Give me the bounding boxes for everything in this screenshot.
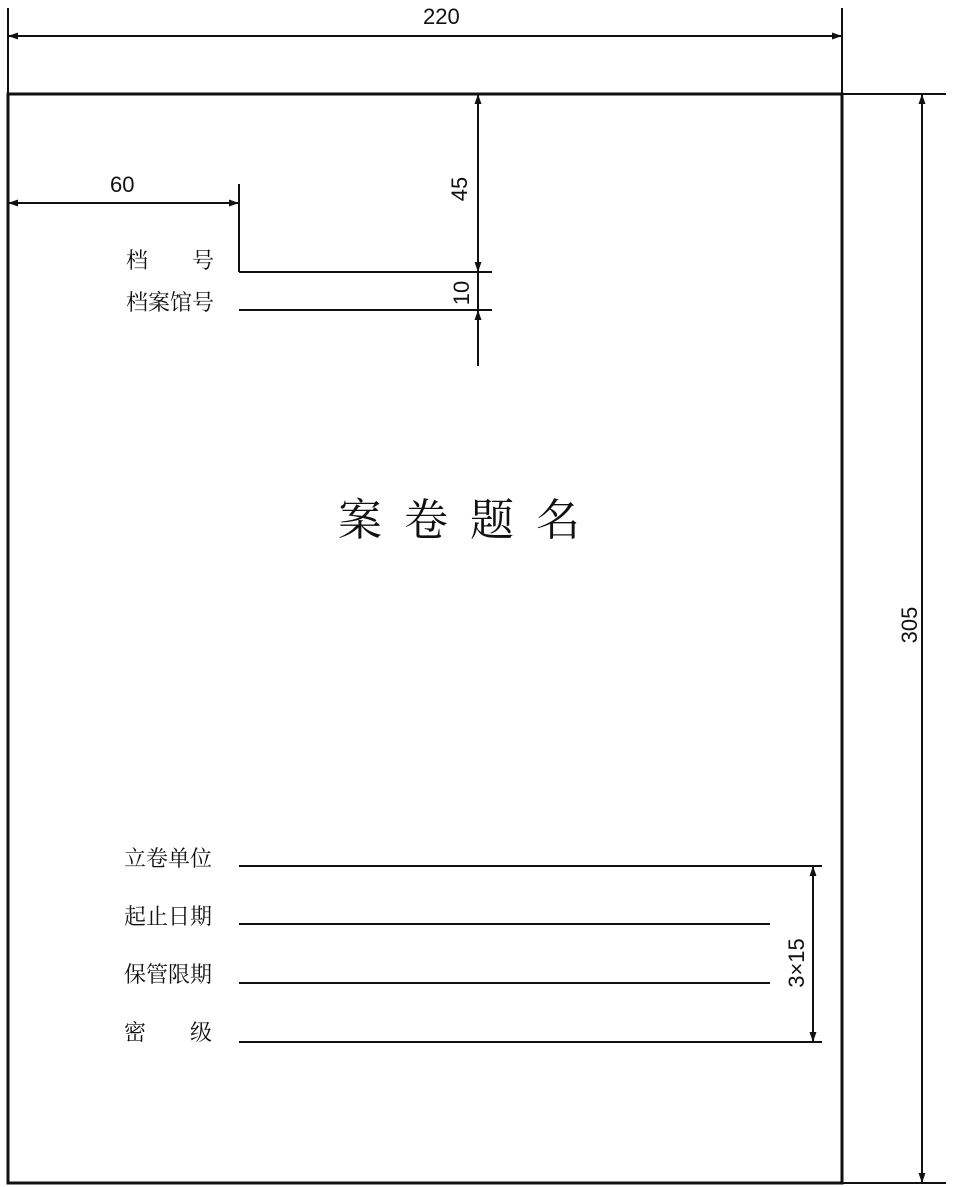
archive-number-label: 档案馆号 [126,291,215,316]
top-offset-label: 45 [447,176,472,202]
retention-label: 保管限期 [124,963,213,988]
left-offset-label: 60 [110,172,135,197]
date-range-label: 起止日期 [124,905,213,930]
file-title: 案卷题名 [338,495,602,546]
file-number-label: 档 号 [126,249,215,274]
line-spacing-label: 3×15 [784,938,809,988]
unit-label: 立卷单位 [124,847,213,872]
field-gap-label: 10 [449,280,474,306]
height-dimension [842,94,946,1183]
width-label: 220 [423,4,460,29]
secrecy-label: 密 级 [124,1021,213,1046]
height-label: 305 [897,606,922,644]
